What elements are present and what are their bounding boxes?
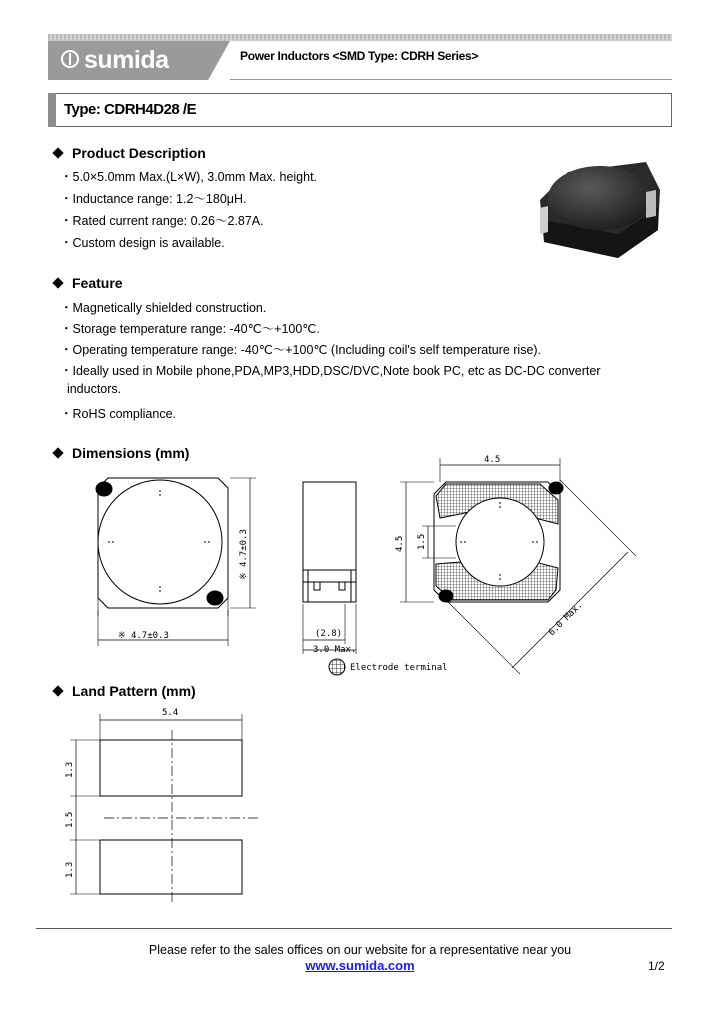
product-description-heading: Product Description (54, 145, 206, 161)
terminal-left (540, 206, 548, 234)
land-pattern-heading: Land Pattern (mm) (54, 683, 196, 699)
type-accent-bar (48, 93, 56, 127)
product-description-item: ・Inductance range: 1.2～180μH. (60, 192, 247, 206)
feature-heading: Feature (54, 275, 123, 291)
footer-note: Please refer to the sales offices on our website for a representative near you (148, 943, 572, 957)
product-description-item: ・5.0×5.0mm Max.(L×W), 3.0mm Max. height. (60, 170, 318, 184)
footer-divider (36, 928, 672, 929)
top-view-height-label: ※ 4.7±0.3 (239, 529, 249, 580)
dimensions-drawing (0, 440, 720, 680)
feature-item: inductors. (60, 382, 122, 396)
diamond-bullet-icon (52, 147, 63, 158)
dimensions-heading: Dimensions (mm) (54, 445, 189, 461)
feature-item: ・Operating temperature range: -40℃～+100℃ (Including coil's self temperature rise). (60, 343, 542, 357)
diagonal-label: 6.0 Max. (547, 600, 585, 639)
product-photo (528, 150, 668, 265)
terminal-right (646, 190, 656, 218)
feature-item: ・RoHS compliance. (60, 407, 177, 421)
side-width-label-1: (2.8) (315, 629, 343, 639)
top-view-core (98, 480, 222, 604)
top-view (98, 478, 256, 646)
feature-item: ・Magnetically shielded construction. (60, 301, 267, 315)
land-gap-label: 1.5 (65, 811, 75, 828)
electrode-bottom-view-top (549, 482, 563, 494)
side-width-label-2: 3.0 Max. (313, 645, 357, 655)
land-pattern-drawing (0, 700, 300, 910)
diamond-bullet-icon (52, 277, 63, 288)
bottom-view (400, 458, 636, 674)
land-pad-bottom (100, 840, 242, 894)
page-number: 1/2 (648, 959, 665, 973)
header-divider (230, 79, 672, 80)
inductor-top (548, 166, 652, 230)
electrode-legend-label: Electrode terminal (350, 663, 448, 673)
land-pad-bottom-height-label: 1.3 (65, 861, 75, 878)
feature-item: ・Ideally used in Mobile phone,PDA,MP3,HDD,DSC/DVC,Note book PC, etc as DC-DC converter (60, 364, 601, 378)
logo-text: sumida (84, 46, 169, 74)
land-pad-top (100, 740, 242, 796)
type-label: Type: CDRH4D28 /E (64, 101, 197, 118)
product-description-item: ・Rated current range: 0.26～2.87A. (60, 214, 264, 228)
header-title: Power Inductors <SMD Type: CDRH Series> (240, 49, 479, 63)
product-description-item: ・Custom design is available. (60, 236, 225, 250)
bottom-inner-label: 1.5 (417, 533, 427, 550)
sumida-logo-icon (61, 50, 79, 68)
bottom-height-label: 4.5 (395, 535, 405, 552)
electrode-top-left (96, 482, 112, 496)
electrode-bottom-right (207, 591, 223, 605)
land-pad-top-height-label: 1.3 (65, 761, 75, 778)
electrode-legend-icon (329, 659, 345, 675)
electrode-bottom-view-bottom (439, 590, 453, 602)
land-width-label: 5.4 (162, 708, 179, 718)
header-band (48, 34, 672, 41)
website-link[interactable]: www.sumida.com (305, 958, 415, 973)
feature-item: ・Storage temperature range: -40℃～+100℃. (60, 322, 320, 336)
top-view-width-label: ※ 4.7±0.3 (118, 631, 169, 641)
bottom-width-label: 4.5 (484, 455, 501, 465)
diamond-bullet-icon (52, 685, 63, 696)
